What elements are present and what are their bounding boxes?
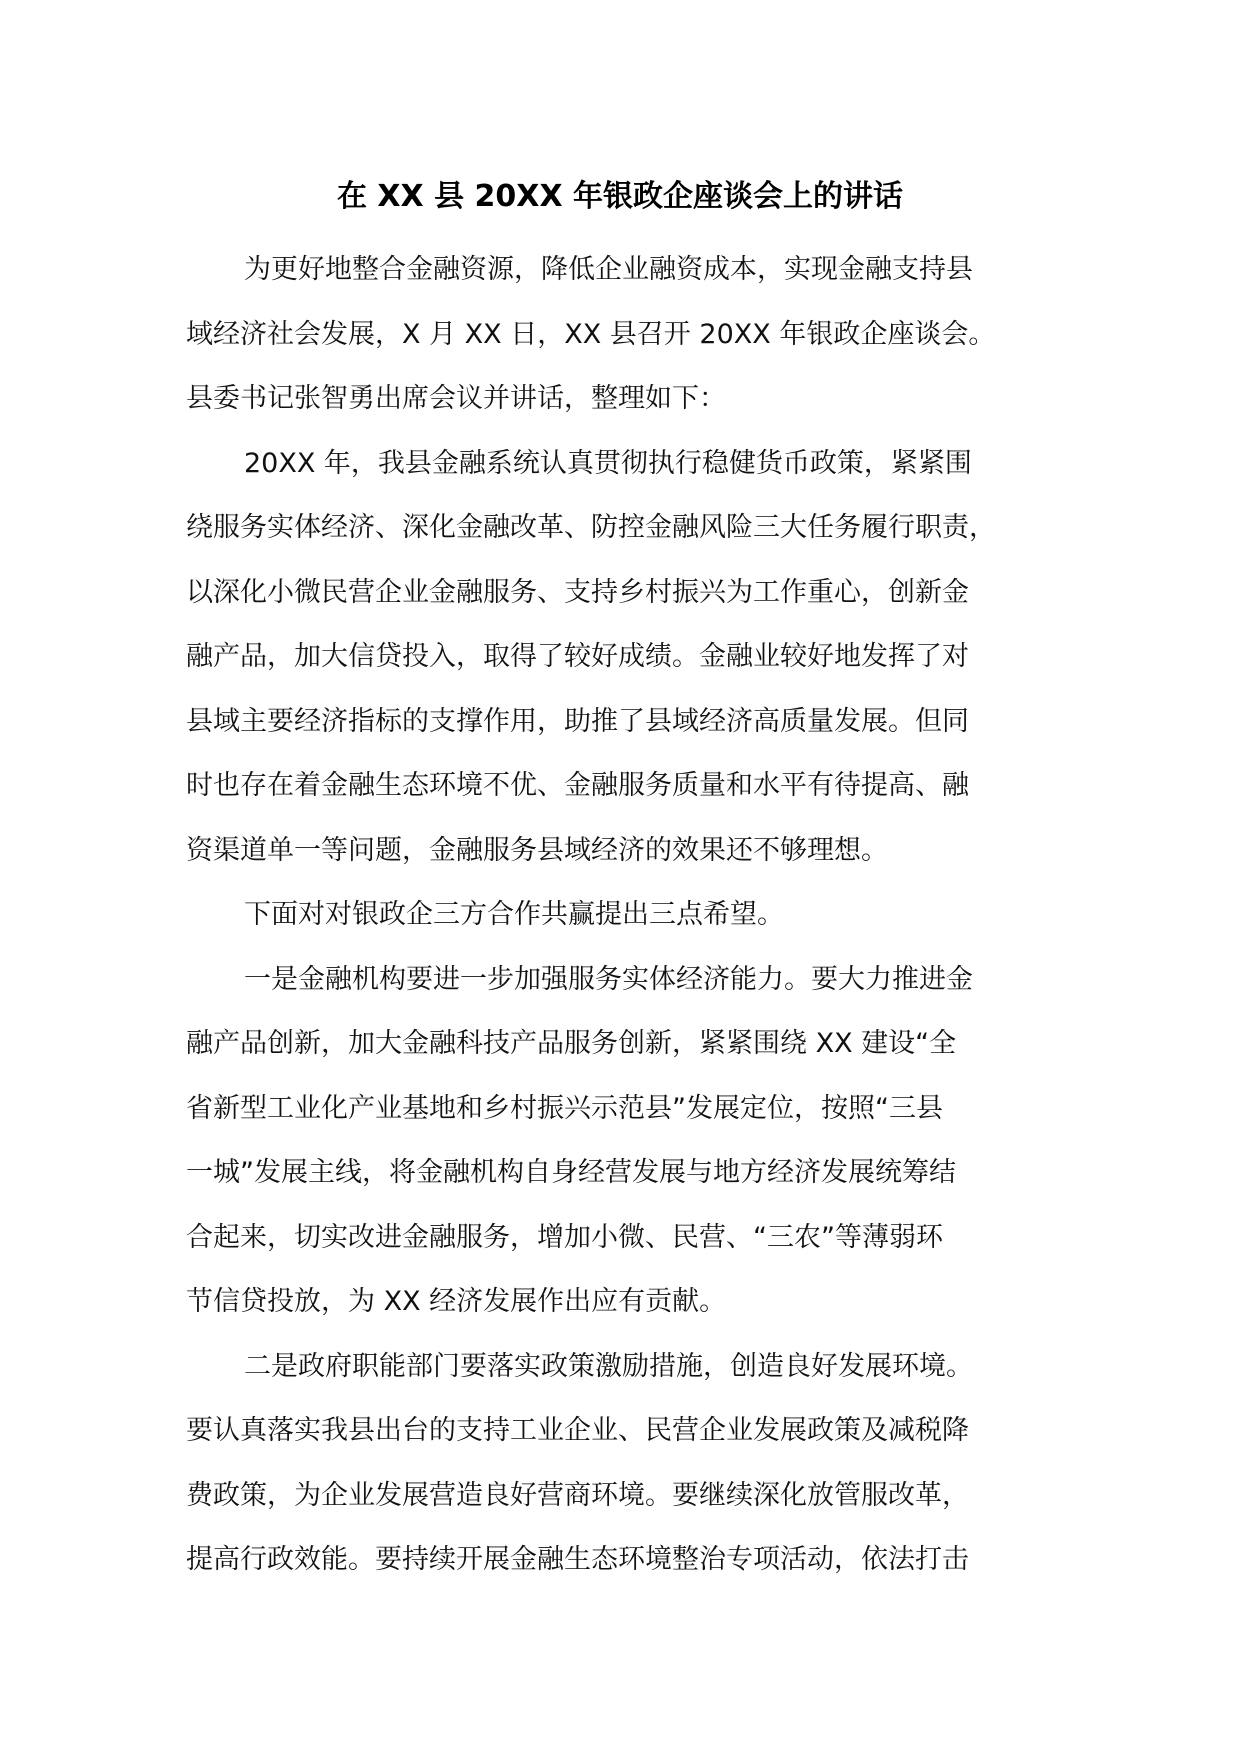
text-line: 县域主要经济指标的支撑作用，助推了县域经济高质量发展。但同 bbox=[186, 705, 969, 737]
text-line: 一城”发展主线，将金融机构自身经营发展与地方经济发展统筹结 bbox=[186, 1157, 956, 1188]
document-body bbox=[186, 238, 1066, 1593]
text-line: 为更好地整合金融资源，降低企业融资成本，实现金融支持县 bbox=[244, 254, 973, 285]
text-line: 要认真落实我县出台的支持工业企业、民营企业发展政策及减税降 bbox=[186, 1415, 969, 1446]
text-line: 域经济社会发展，X 月 XX 日，XX 县召开 20XX 年银政企座谈会。 bbox=[186, 318, 996, 350]
text-line: 费政策，为企业发展营造良好营商环境。要继续深化放管服改革， bbox=[186, 1479, 969, 1511]
text-line: 提高行政效能。要持续开展金融生态环境整治专项活动，依法打击 bbox=[186, 1544, 969, 1575]
text-line: 融产品，加大信贷投入，取得了较好成绩。金融业较好地发挥了对 bbox=[186, 641, 969, 672]
text-line: 绕服务实体经济、深化金融改革、防控金融风险三大任务履行职责， bbox=[186, 512, 996, 543]
text-line: 二是政府职能部门要落实政策激励措施，创造良好发展环境。 bbox=[244, 1350, 973, 1382]
text-line: 以深化小微民营企业金融服务、支持乡村振兴为工作重心，创新金 bbox=[186, 576, 969, 608]
text-line: 20XX 年，我县金融系统认真贯彻执行稳健货币政策，紧紧围 bbox=[244, 447, 972, 479]
text-line: 省新型工业化产业基地和乡村振兴示范县”发展定位，按照“三县 bbox=[186, 1092, 943, 1124]
text-line: 资渠道单一等问题，金融服务县域经济的效果还不够理想。 bbox=[186, 834, 888, 866]
text-line: 融产品创新，加大金融科技产品服务创新，紧紧围绕 XX 建设“全 bbox=[186, 1028, 957, 1059]
document-title: 在 XX 县 20XX 年银政企座谈会上的讲话 bbox=[336, 179, 904, 214]
text-line: 合起来，切实改进金融服务，增加小微、民营、“三农”等薄弱环 bbox=[186, 1221, 943, 1253]
text-line: 节信贷投放，为 XX 经济发展作出应有贡献。 bbox=[186, 1286, 727, 1317]
text-line: 时也存在着金融生态环境不优、金融服务质量和水平有待提高、融 bbox=[186, 770, 969, 801]
text-line: 县委书记张智勇出席会议并讲话，整理如下： bbox=[186, 383, 726, 414]
text-line: 下面对对银政企三方合作共赢提出三点希望。 bbox=[244, 899, 784, 930]
text-line: 一是金融机构要进一步加强服务实体经济能力。要大力推进金 bbox=[244, 963, 973, 995]
